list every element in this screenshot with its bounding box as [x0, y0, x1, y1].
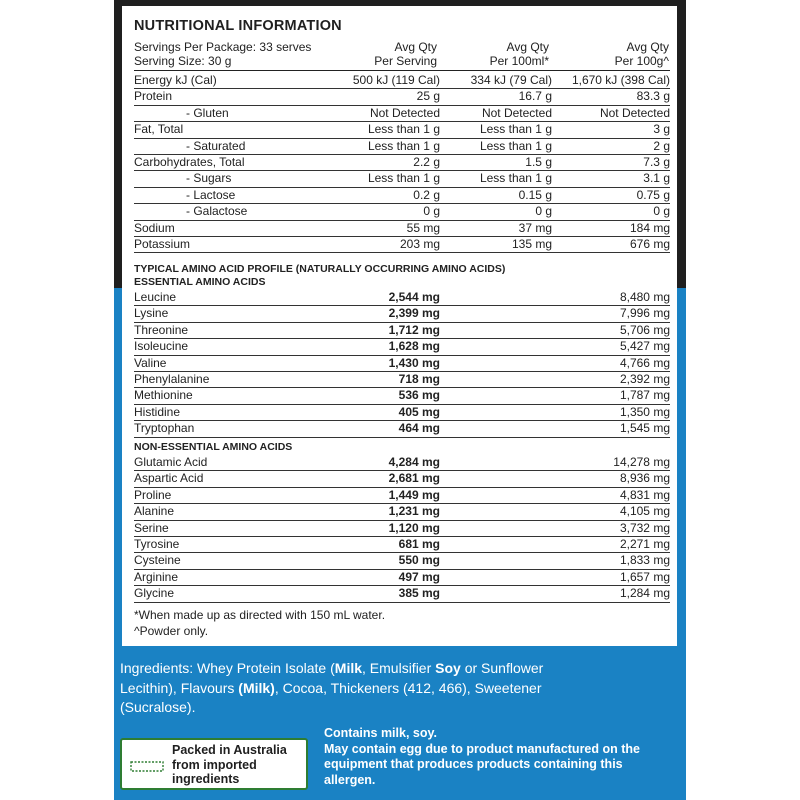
amino-per-serving: 2,399 mg [388, 306, 440, 321]
nutrient-per-100ml: 135 mg [511, 237, 552, 251]
amino-row [134, 552, 670, 569]
nutrient-per-100ml: 1.5 g [525, 155, 552, 169]
nutrient-label: - Lactose [186, 187, 236, 202]
panel-title: NUTRITIONAL INFORMATION [134, 18, 342, 34]
amino-per-serving: 497 mg [398, 569, 440, 584]
amino-label: Tryptophan [134, 421, 195, 436]
nonessential-title: NON-ESSENTIAL AMINO ACIDS [134, 441, 293, 453]
amino-per-serving: 1,430 mg [388, 355, 440, 370]
col-header-serving: Avg Qty Per Serving [374, 40, 437, 68]
amino-per-100g: 1,657 mg [619, 569, 670, 584]
col-header-100g: Avg Qty Per 100g^ [614, 40, 669, 68]
amino-label: Arginine [134, 569, 179, 584]
amino-per-serving: 1,449 mg [388, 487, 440, 502]
nutrient-row [134, 220, 670, 237]
amino-label: Methionine [134, 388, 193, 403]
nutrient-label: Potassium [134, 237, 191, 251]
allergen-milk: Milk [334, 660, 363, 676]
amino-per-100g: 1,545 mg [619, 421, 670, 436]
nutrient-per-100ml: Less than 1 g [479, 171, 552, 186]
nutrient-per-serving: 203 mg [399, 237, 440, 251]
amino-per-100g: 14,278 mg [613, 455, 670, 469]
nutrient-label: - Saturated [186, 138, 246, 153]
allergen-milk-2: (Milk) [238, 679, 275, 696]
amino-label: Tyrosine [134, 537, 180, 551]
amino-row [134, 289, 670, 306]
nutrient-row [134, 187, 670, 204]
nutrient-per-100g: Not Detected [599, 105, 670, 120]
amino-row [134, 454, 670, 471]
servings-per-package: Servings Per Package: 33 serves [134, 40, 312, 54]
amino-label: Leucine [134, 290, 177, 304]
amino-label: Histidine [134, 404, 181, 419]
nutrient-per-100ml: 37 mg [518, 220, 552, 235]
allergen-contains: Contains milk, soy. [324, 726, 437, 740]
amino-per-100g: 7,996 mg [619, 306, 670, 321]
amino-row [134, 470, 670, 487]
amino-per-serving: 405 mg [398, 404, 440, 419]
amino-row [134, 355, 670, 372]
nutrient-row [134, 121, 670, 138]
allergen-soy: Soy [435, 660, 461, 676]
amino-row [134, 520, 670, 537]
nutrient-row [134, 105, 670, 122]
amino-row [134, 420, 670, 437]
amino-per-serving: 2,681 mg [388, 471, 440, 486]
nutrient-per-serving: Less than 1 g [367, 138, 440, 153]
nutrient-per-serving: 500 kJ (119 Cal) [352, 73, 440, 87]
amino-per-100g: 1,284 mg [619, 586, 670, 601]
amino-per-serving: 718 mg [398, 372, 440, 386]
nutrient-label: Protein [134, 89, 173, 104]
amino-label: Proline [134, 487, 172, 502]
amino-label: Cysteine [134, 553, 181, 568]
nutrition-panel [122, 6, 677, 646]
nutrient-per-serving: 0 g [423, 204, 440, 219]
nutrient-per-100ml: 0.15 g [518, 187, 552, 202]
amino-row [134, 371, 670, 388]
country-of-origin-badge [120, 738, 308, 790]
amino-label: Serine [134, 520, 169, 535]
amino-per-serving: 681 mg [398, 537, 440, 551]
amino-label: Glycine [134, 586, 175, 601]
allergen-statement [324, 726, 654, 788]
essential-title: ESSENTIAL AMINO ACIDS [134, 276, 266, 288]
nutrient-row [134, 170, 670, 187]
nutrient-per-100ml: 0 g [535, 204, 552, 219]
amino-per-serving: 1,120 mg [388, 520, 440, 535]
amino-per-100g: 8,480 mg [619, 290, 670, 304]
amino-per-100g: 2,392 mg [619, 372, 670, 386]
amino-label: Aspartic Acid [134, 471, 204, 486]
amino-row [134, 536, 670, 553]
nutrient-label: - Gluten [186, 105, 229, 120]
header-rule [134, 70, 670, 71]
amino-per-serving: 1,712 mg [388, 322, 440, 337]
amino-per-100g: 1,350 mg [619, 404, 670, 419]
nutrient-row [134, 236, 670, 253]
nutrient-per-serving: Less than 1 g [367, 171, 440, 186]
amino-label: Valine [134, 355, 167, 370]
amino-per-100g: 4,105 mg [619, 504, 670, 519]
amino-row [134, 503, 670, 520]
amino-label: Threonine [134, 322, 189, 337]
amino-row [134, 305, 670, 322]
amino-row [134, 487, 670, 504]
amino-label: Isoleucine [134, 339, 189, 354]
nutrient-per-serving: Less than 1 g [367, 122, 440, 137]
nutrient-label: Fat, Total [134, 122, 184, 137]
ingredients-text: Ingredients: Whey Protein Isolate (Milk, Emulsifier Soy or Sunflower Lecithin), Flavours (Milk), Cocoa, Thickeners (412, 466), Sweetener (Sucralose). [120, 660, 544, 715]
nutrient-per-serving: Not Detected [369, 105, 440, 120]
nutrient-per-100g: 7.3 g [643, 155, 670, 169]
badge-label: Packed in Australia from imported ingredients [172, 743, 287, 786]
nutrient-per-100g: 3 g [653, 122, 670, 137]
amino-per-serving: 1,628 mg [388, 339, 440, 354]
page-margin-right [686, 0, 800, 800]
nutrient-per-serving: 25 g [416, 89, 440, 104]
nutrient-per-100g: 3.1 g [643, 171, 670, 186]
nutrient-row [134, 154, 670, 171]
amino-label: Glutamic Acid [134, 455, 208, 469]
nutrient-label: Sodium [134, 220, 175, 235]
nutrient-per-100g: 0 g [653, 204, 670, 219]
serving-size: Serving Size: 30 g [134, 54, 232, 68]
nutrient-row [134, 203, 670, 220]
nutrient-per-100g: 184 mg [629, 220, 670, 235]
nutrient-label: - Sugars [186, 171, 232, 186]
map-icon [130, 758, 164, 774]
nutrient-label: Energy kJ (Cal) [134, 73, 217, 87]
nutrient-per-100g: 2 g [653, 138, 670, 153]
amino-per-100g: 2,271 mg [619, 537, 670, 551]
amino-per-100g: 3,732 mg [619, 520, 670, 535]
nutrient-row [134, 88, 670, 105]
amino-per-100g: 1,787 mg [619, 388, 670, 403]
nutrient-per-100g: 83.3 g [636, 89, 670, 104]
col-header-100ml: Avg Qty Per 100ml* [489, 40, 549, 68]
amino-row [134, 387, 670, 404]
page-margin-left [0, 0, 114, 800]
amino-row [134, 404, 670, 421]
nutrient-per-serving: 55 mg [406, 220, 440, 235]
amino-per-100g: 4,766 mg [619, 355, 670, 370]
amino-per-100g: 4,831 mg [619, 487, 670, 502]
nutrient-per-100ml: 16.7 g [518, 89, 552, 104]
allergen-may-contain: May contain egg due to product manufactured on the equipment that produces products containing this allergen. [324, 741, 640, 787]
amino-per-serving: 385 mg [398, 586, 440, 601]
amino-per-100g: 1,833 mg [619, 553, 670, 568]
nutrient-per-100g: 676 mg [629, 237, 670, 251]
footnote-water: *When made up as directed with 150 mL water. [134, 608, 386, 622]
amino-per-serving: 550 mg [398, 553, 440, 568]
nutrient-per-100g: 1,670 kJ (398 Cal) [571, 73, 670, 87]
footnote-powder: ^Powder only. [134, 624, 209, 638]
nutrient-per-100ml: 334 kJ (79 Cal) [470, 73, 552, 87]
amino-row [134, 569, 670, 586]
amino-label: Phenylalanine [134, 372, 210, 386]
nutrient-row [134, 138, 670, 155]
amino-row [134, 338, 670, 355]
nutrient-per-serving: 0.2 g [413, 187, 440, 202]
amino-per-serving: 2,544 mg [388, 290, 440, 304]
amino-per-100g: 5,427 mg [619, 339, 670, 354]
amino-row [134, 585, 670, 602]
nutrient-per-100g: 0.75 g [636, 187, 670, 202]
nutrient-per-100ml: Not Detected [481, 105, 552, 120]
amino-per-serving: 536 mg [398, 388, 440, 403]
amino-per-serving: 464 mg [398, 421, 440, 436]
nutrient-per-100ml: Less than 1 g [479, 122, 552, 137]
amino-per-100g: 8,936 mg [619, 471, 670, 486]
nutrient-row [134, 72, 670, 89]
amino-label: Lysine [134, 306, 169, 321]
amino-per-serving: 4,284 mg [388, 455, 440, 469]
nutrient-label: Carbohydrates, Total [134, 155, 245, 169]
nutrient-per-100ml: Less than 1 g [479, 138, 552, 153]
amino-per-serving: 1,231 mg [388, 504, 440, 519]
amino-label: Alanine [134, 504, 175, 519]
nutrient-label: - Galactose [186, 204, 248, 219]
amino-profile-title: TYPICAL AMINO ACID PROFILE (NATURALLY OCCURRING AMINO ACIDS) [134, 263, 506, 275]
amino-row [134, 322, 670, 339]
amino-per-100g: 5,706 mg [619, 322, 670, 337]
nutrient-per-serving: 2.2 g [413, 155, 440, 169]
